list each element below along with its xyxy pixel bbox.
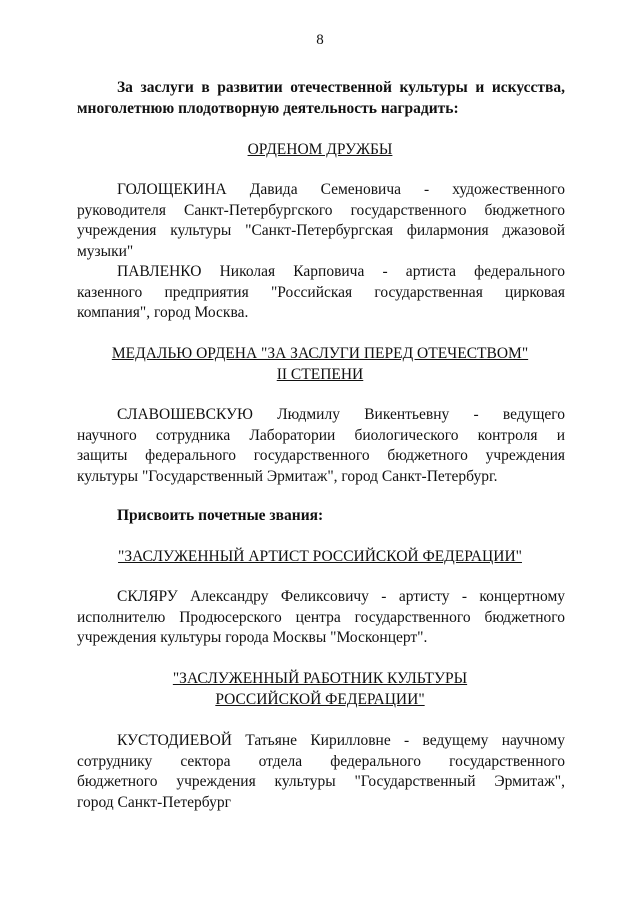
intro-line: многолетнюю плодотворную деятельность наградить: xyxy=(77,99,459,117)
award-heading xyxy=(0,343,640,385)
award-title: МЕДАЛЬЮ ОРДЕНА "ЗА ЗАСЛУГИ ПЕРЕД ОТЕЧЕСТВОМ" xyxy=(111,345,529,362)
entry-line: компания", город Москва. xyxy=(77,304,249,321)
intro-paragraph xyxy=(77,78,565,119)
entry-line: музыки" xyxy=(77,242,134,260)
entry-line: казенного предприятия "Российская государственная цирковая xyxy=(77,283,565,301)
entry-line: СКЛЯРУ Александру Феликсовичу - артисту - концертному xyxy=(117,588,565,605)
honorary-title: "ЗАСЛУЖЕННЫЙ АРТИСТ РОССИЙСКОЙ ФЕДЕРАЦИИ" xyxy=(118,548,522,565)
recipient-entry xyxy=(77,587,565,649)
entry-line: бюджетного учреждения культуры "Государственный Эрмитаж", xyxy=(77,773,565,790)
entry-line: КУСТОДИЕВОЙ Татьяне Кирилловне - ведущему научному xyxy=(117,732,565,749)
entry-line: научного сотрудника Лаборатории биологического контроля и xyxy=(77,426,565,444)
entry-line: учреждения культуры "Санкт-Петербургская филармония джазовой xyxy=(77,222,565,239)
recipient-entry xyxy=(77,262,565,324)
honorary-title: РОССИЙСКОЙ ФЕДЕРАЦИИ" xyxy=(215,691,425,708)
recipient-entry xyxy=(77,180,565,262)
entry-line: ГОЛОЩЕКИНА Давида Семеновича - художественного xyxy=(117,181,565,198)
award-heading xyxy=(0,139,640,160)
intro-line: За заслуги в развитии отечественной культуры и искусства, xyxy=(117,79,565,96)
award-title: ОРДЕНОМ ДРУЖБЫ xyxy=(247,141,393,158)
titles-heading-text: Присвоить почетные звания: xyxy=(117,507,324,524)
entry-line: СЛАВОШЕВСКУЮ Людмилу Викентьевну - ведущего xyxy=(117,406,565,423)
entry-line: исполнителю Продюсерского центра государственного бюджетного xyxy=(77,608,565,626)
entry-line: защиты федерального государственного бюджетного учреждения xyxy=(77,447,565,464)
titles-heading xyxy=(77,506,565,527)
entry-line: сотруднику сектора отдела федерального государственного xyxy=(77,752,565,770)
page-number: 8 xyxy=(316,32,324,48)
award-title: II СТЕПЕНИ xyxy=(276,366,364,383)
honorary-title: "ЗАСЛУЖЕННЫЙ РАБОТНИК КУЛЬТУРЫ xyxy=(172,670,468,687)
recipient-entry xyxy=(77,731,565,813)
entry-line: учреждения культуры города Москвы "Москонцерт". xyxy=(77,629,428,646)
entry-line: руководителя Санкт-Петербургского государственного бюджетного xyxy=(77,201,565,219)
title-heading xyxy=(0,668,640,710)
title-heading xyxy=(0,546,640,567)
recipient-entry xyxy=(77,405,565,487)
entry-line: культуры "Государственный Эрмитаж", город Санкт-Петербург. xyxy=(77,467,498,485)
entry-line: город Санкт-Петербург xyxy=(77,793,231,811)
entry-line: ПАВЛЕНКО Николая Карповича - артиста федерального xyxy=(117,263,565,280)
